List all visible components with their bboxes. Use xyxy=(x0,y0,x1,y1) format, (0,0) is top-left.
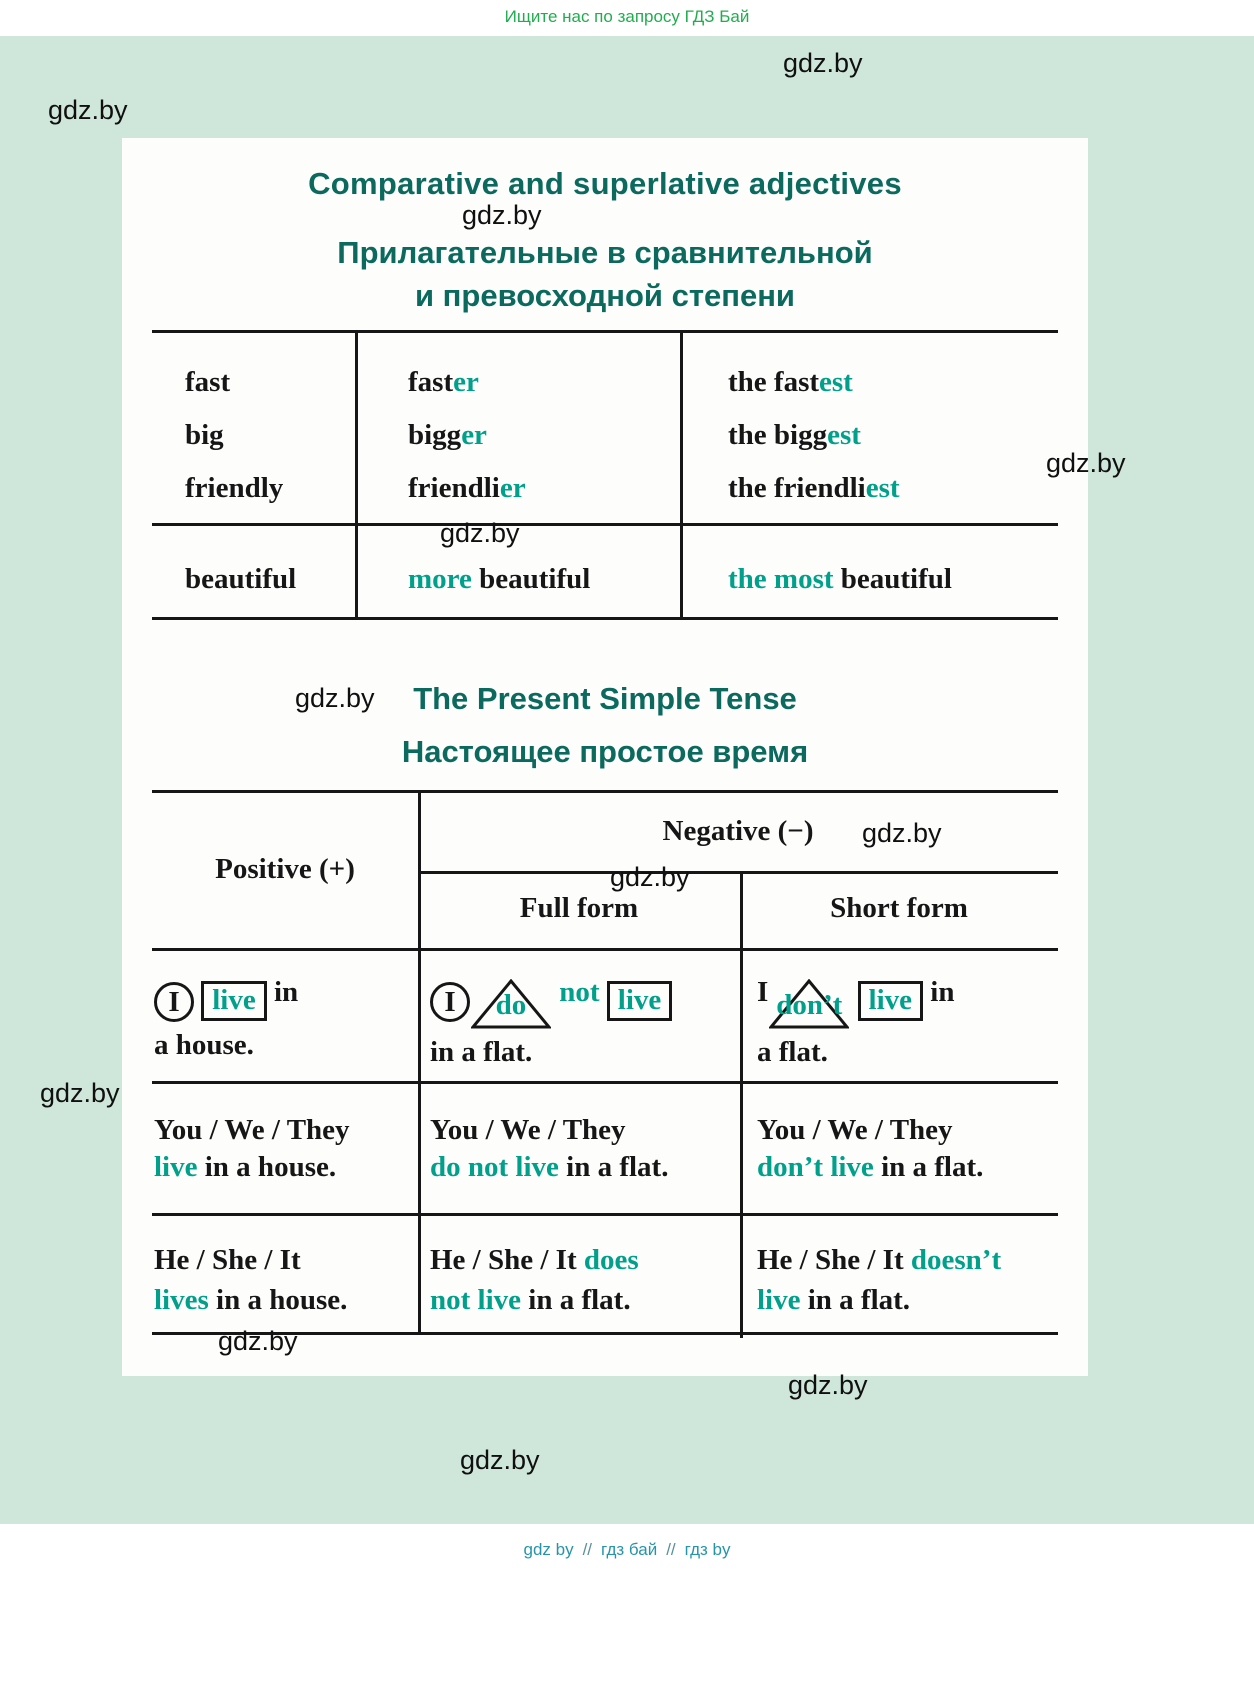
text-segment: in xyxy=(274,976,299,1008)
watermark: gdz.by xyxy=(862,818,942,848)
cell-full-you xyxy=(430,1112,738,1186)
text-segment: in a flat. xyxy=(521,1284,631,1316)
cell-positive-you xyxy=(154,1112,416,1186)
subjects: You / We / They xyxy=(757,1114,953,1146)
adjective-base xyxy=(152,562,355,596)
text-segment: big xyxy=(185,419,224,451)
aux-highlight: does xyxy=(583,1244,639,1276)
divider xyxy=(152,1081,1058,1084)
adjective-base xyxy=(152,365,355,399)
adjective-base xyxy=(152,418,355,452)
verb-highlight: don’t live xyxy=(757,1151,874,1183)
footer-link-gdz-by-ru[interactable]: гдз by xyxy=(684,1540,731,1559)
watermark: gdz.by xyxy=(783,48,863,78)
top-banner-text: Ищите нас по запросу ГДЗ Бай xyxy=(504,7,750,26)
adjective-superlative xyxy=(680,418,1058,452)
adjective-comparative xyxy=(355,471,680,505)
cell-short-you xyxy=(757,1112,1057,1186)
text-segment: beautiful xyxy=(833,563,952,595)
text-segment: in a flat. xyxy=(873,1151,984,1183)
text-segment: in a flat. xyxy=(800,1284,911,1316)
triangle-shape xyxy=(471,979,551,1029)
text-segment: in a flat. xyxy=(430,1036,533,1068)
triangle-shape xyxy=(769,979,849,1029)
text-segment: the bigg xyxy=(728,419,828,451)
adjective-comparative xyxy=(355,562,680,596)
subject-i: I xyxy=(444,986,456,1018)
text-segment: a house. xyxy=(154,1029,254,1061)
watermark: gdz.by xyxy=(788,1370,868,1400)
header-negative: Negative (−) xyxy=(662,815,814,847)
comparative-title-en: Comparative and superlative adjectives xyxy=(308,166,902,201)
suffix-highlight: est xyxy=(865,472,900,504)
text-segment: a flat. xyxy=(757,1036,828,1068)
present-title-ru: Настоящее простое время xyxy=(401,734,809,769)
subject-i: I xyxy=(168,986,180,1018)
cell-positive-i xyxy=(154,969,416,1068)
verb-highlight: lives xyxy=(154,1284,209,1316)
adjective-superlative xyxy=(680,365,1058,399)
verb-highlight: not live xyxy=(430,1284,522,1316)
suffix-highlight: est xyxy=(827,419,861,451)
header-short-form: Short form xyxy=(830,892,968,924)
title-ru-line1: Прилагательные в сравнительной xyxy=(337,235,873,270)
comparative-title-ru xyxy=(122,231,1088,317)
header-positive: Positive (+) xyxy=(215,853,355,885)
subjects: He / She / It xyxy=(757,1244,904,1276)
most-highlight: the most xyxy=(728,563,834,595)
divider xyxy=(152,523,1058,526)
subject-i: I xyxy=(757,976,769,1008)
adjective-superlative xyxy=(680,471,1058,505)
suffix-highlight: er xyxy=(461,419,487,451)
subjects: You / We / They xyxy=(430,1114,626,1146)
title-ru-line2: и превосходной степени xyxy=(415,278,795,313)
table-row xyxy=(152,365,1058,399)
text-segment: in a house. xyxy=(208,1284,348,1316)
footer xyxy=(0,1540,1254,1560)
text-segment: bigg xyxy=(408,419,462,451)
watermark: gdz.by xyxy=(462,200,542,230)
adjective-comparative xyxy=(355,418,680,452)
suffix-highlight: er xyxy=(499,472,526,504)
text-segment: in a flat. xyxy=(558,1151,669,1183)
table-row xyxy=(152,562,1058,596)
adjective-comparative xyxy=(355,365,680,399)
watermark: gdz.by xyxy=(218,1326,298,1356)
comparative-table xyxy=(152,330,1058,620)
grammar-card xyxy=(122,138,1088,1376)
verb-box: live xyxy=(201,981,267,1021)
text-segment: in xyxy=(930,976,955,1008)
present-title-en: The Present Simple Tense xyxy=(413,681,797,716)
text-segment: friendly xyxy=(185,472,284,504)
subjects: You / We / They xyxy=(154,1114,350,1146)
divider xyxy=(740,871,743,1338)
text-segment: fast xyxy=(185,366,231,398)
subjects: He / She / It xyxy=(154,1244,301,1276)
watermark: gdz.by xyxy=(1046,448,1126,478)
suffix-highlight: er xyxy=(453,366,479,398)
text-segment: fast xyxy=(408,366,454,398)
not-highlight: not xyxy=(559,976,600,1008)
watermark: gdz.by xyxy=(295,683,375,713)
divider xyxy=(418,871,1058,874)
cell-positive-he xyxy=(154,1240,416,1320)
circle-shape xyxy=(154,982,194,1022)
text-segment: in a house. xyxy=(197,1151,337,1183)
text-segment: beautiful xyxy=(185,563,297,595)
cell-full-he xyxy=(430,1240,738,1320)
footer-separator: // xyxy=(582,1540,593,1559)
footer-separator: // xyxy=(666,1540,676,1559)
adjective-base xyxy=(152,471,355,505)
present-simple-table xyxy=(152,790,1058,1335)
adjective-superlative xyxy=(680,562,1058,596)
cell-short-i xyxy=(757,969,1057,1075)
footer-link-gdz-bai[interactable]: гдз бай xyxy=(601,1540,658,1559)
aux-do: do xyxy=(495,989,527,1021)
watermark: gdz.by xyxy=(440,518,520,548)
suffix-highlight: est xyxy=(819,366,853,398)
table-row xyxy=(152,471,1058,505)
watermark: gdz.by xyxy=(40,1078,120,1108)
verb-highlight: live xyxy=(154,1151,198,1183)
watermark: gdz.by xyxy=(48,95,128,125)
divider xyxy=(152,1213,1058,1216)
more-highlight: more xyxy=(408,563,472,595)
verb-highlight: do not live xyxy=(430,1151,559,1183)
table-row xyxy=(152,418,1058,452)
verb-box: live xyxy=(858,981,924,1021)
watermark: gdz.by xyxy=(610,862,690,892)
aux-highlight: doesn’t xyxy=(910,1244,1002,1276)
text-segment: the friendli xyxy=(728,472,866,504)
divider xyxy=(152,948,1058,951)
footer-link-gdz-by[interactable]: gdz by xyxy=(523,1540,574,1559)
text-segment: beautiful xyxy=(471,563,591,595)
header-full-form: Full form xyxy=(519,892,639,924)
cell-short-he xyxy=(757,1240,1057,1320)
verb-box: live xyxy=(607,981,673,1021)
verb-highlight: live xyxy=(757,1284,801,1316)
circle-shape xyxy=(430,982,470,1022)
aux-dont: don’t xyxy=(776,989,843,1021)
text-segment: the fast xyxy=(728,366,820,398)
cell-full-i xyxy=(430,969,738,1075)
watermark: gdz.by xyxy=(460,1445,540,1475)
text-segment: friendli xyxy=(408,472,500,504)
subjects: He / She / It xyxy=(430,1244,577,1276)
